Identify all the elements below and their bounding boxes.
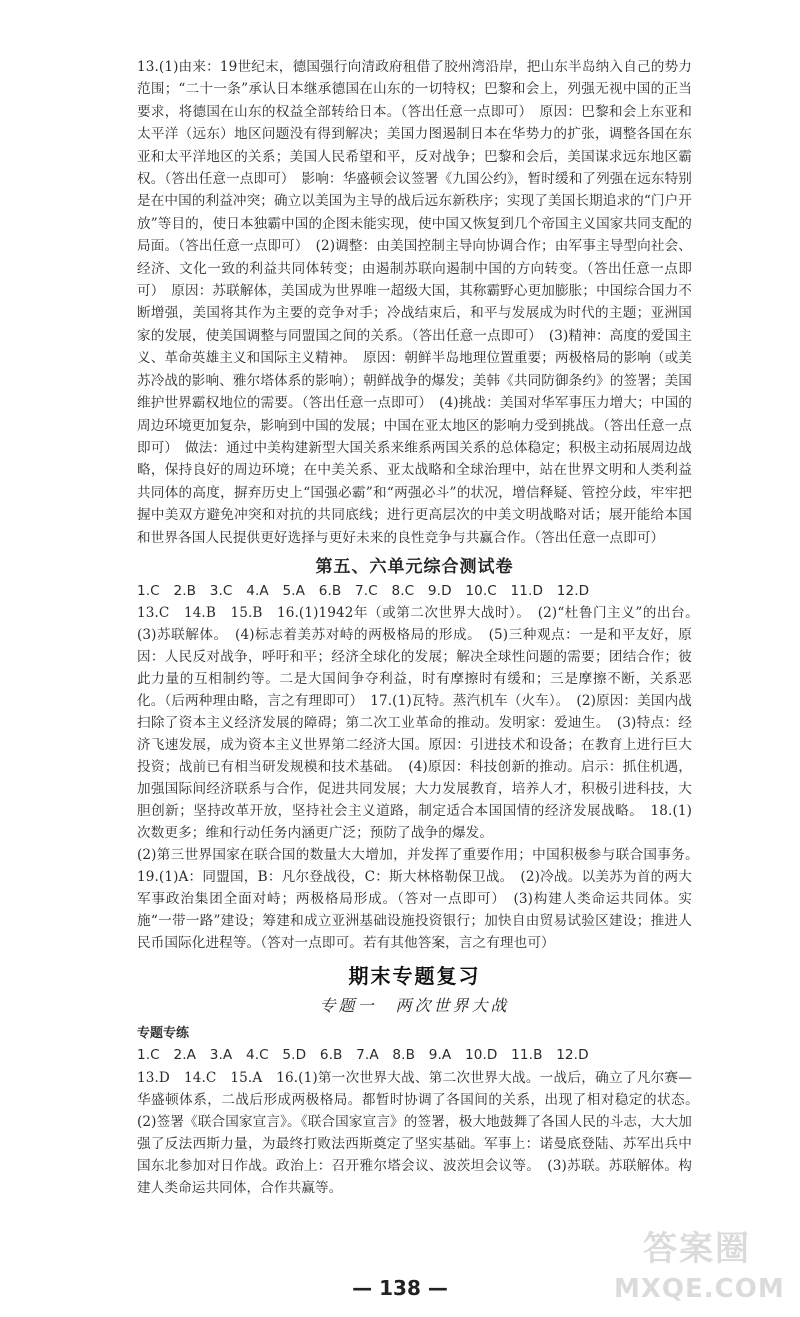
topic-title: 专题一 两次世界大战 bbox=[319, 996, 510, 1016]
unit-test-title: 第五、六单元综合测试卷 bbox=[315, 556, 514, 577]
page-number: — 138 — bbox=[352, 1276, 448, 1300]
watermark-url: MXQE.COM bbox=[614, 1274, 785, 1304]
content-column bbox=[137, 56, 706, 1199]
final-review-title: 期末专题复习 bbox=[348, 964, 481, 989]
topic-answers-body: 13.D 14.C 15.A 16.(1)第一次世界大战、第二次世界大战。一战后，确立了凡尔赛—华盛顿体系，二战后形成两极格局。都暂时协调了各国间的关系，出现了相对稳定的状态。 (2)签署《联合国家宣言》。《联合国家宣言》的签署，极大地鼓舞了各国人民的斗志，大大加强了反法西斯力量，为最终打败法西斯奠定了坚实基础。军事上：诺曼底登陆、苏军出兵中国东北参加对日作战。政治上：召开雅尔塔会议、波茨坦会议等。 (3)苏联。苏联解体。构建人类命运共同体，合作共赢等。 bbox=[137, 1069, 706, 1196]
continued-answer-13: 13.(1)由来：19世纪末，德国强行向清政府租借了胶州湾沿岸，把山东半岛纳入自己的势力范围；“二十一条”承认日本继承德国在山东的一切特权；巴黎和会上，列强无视中国的正当要求，将德国在山东的权益全部转给日本。（答出任意一点即可） 原因：巴黎和会上东亚和太平洋（远东）地区问题没有得到解决；美国力图遏制日本在华势力的扩张，调整各国在东亚和太平洋地区的关系；美国人民希望和平，反对战争；巴黎和会后，美国谋求远东地区霸权。（答出任意一点即可） 影响：华盛顿会议签署《九国公约》，暂时缓和了列强在远东特别是在中国的利益冲突；确立以美国为主导的战后远东新秩序；实现了美国长期追求的“门户开放”等目的，使日本独霸中国的企图未能实现，使中国又恢复到几个帝国主义国家共同支配的局面。（答出任意一点即可） (2)调整：由美国控制主导向协调合作；由军事主导型向社会、经济、文化一致的利益共同体转变；由遏制苏联向遏制中国的方向转变。（答出任意一点即可） 原因：苏联解体，美国成为世界唯一超级大国，其称霸野心更加膨胀；中国综合国力不断增强，美国将其作为主要的竞争对手；冷战结束后，和平与发展成为时代的主题；亚洲国家的发展，使美国调整与同盟国之间的关系。（答出任意一点即可） (3)精神：高度的爱国主义、革命英雄主义和国际主义精神。 原因：朝鲜半岛地理位置重要；两极格局的影响（或美苏冷战的影响、雅尔塔体系的影响）；朝鲜战争的爆发；美韩《共同防御条约》的签署；美国维护世界霸权地位的需要。（答出任意一点即可） (4)挑战：美国对华军事压力增大；中国的周边环境更加复杂，影响到中国的发展；中国在亚太地区的影响力受到挑战。（答出任意一点即可） 做法：通过中美构建新型大国关系来维系两国关系的总体稳定；积极主动拓展周边战略，保持良好的周边环境；在中美关系、亚太战略和全球治理中，站在世界文明和人类利益共同体的高度，摒弃历史上“国强必霸”和“两强必斗”的状况，增信释疑、管控分歧，牢牢把握中美双方避免冲突和对抗的共同底线；进行更高层次的中美文明战略对话；展开能给本国和世界各国人民提供更好选择与更好未来的良性竞争与共赢合作。（答出任意一点即可） bbox=[137, 59, 692, 546]
unit-test-choice-answers: 1.C 2.B 3.C 4.A 5.A 6.B 7.C 8.C 9.D 10.C 11.D 12.D bbox=[137, 582, 590, 599]
practice-label: 专题专练 bbox=[137, 1026, 190, 1042]
topic-choice-answers: 1.C 2.A 3.A 4.C 5.D 6.B 7.A 8.B 9.A 10.D 11.B 12.D bbox=[137, 1047, 589, 1064]
watermark-logo: 答案圈 bbox=[643, 1229, 751, 1269]
unit-test-answers-body-2: (2)第三世界国家在联合国的数量大大增加，并发挥了重要作用；中国积极参与联合国事务。 19.(1)A：同盟国，B：凡尔登战役，C：斯大林格勒保卫战。 (2)冷战。以美苏为首的两大军事政治集团全面对峙；两极格局形成。（答对一点即可） (3)构建人类命运共同体。实施“一带一路”建设；筹建和成立亚洲基础设施投资银行；加快自由贸易试验区建设；推进人民币国际化进程等。（答对一点即可。若有其他答案，言之有理也可） bbox=[137, 847, 706, 952]
watermark bbox=[614, 1226, 784, 1312]
unit-test-answers-body: 13.C 14.B 15.B 16.(1)1942年（或第二次世界大战时）。 (2)“杜鲁门主义”的出台。 (3)苏联解体。 (4)标志着美苏对峙的两极格局的形成。 (5)三种观点：一是和平友好，原因：人民反对战争，呼吁和平；经济全球化的发展；解决全球性问题的需要；团结合作；彼此力量的互相制约等。二是大国间争夺利益，时有摩擦时有缓和；三是摩擦不断，关系恶化。（后两种理由略，言之有理即可） 17.(1)瓦特。蒸汽机车（火车）。 (2)原因：美国内战扫除了资本主义经济发展的障碍；第二次工业革命的推动。发明家：爱迪生。 (3)特点：经济飞速发展，成为资本主义世界第二经济大国。原因：引进技术和设备；在教育上进行巨大投资；战前已有相当研发规模和技术基础。 (4)原因：科技创新的推动。启示：抓住机遇，加强国际间经济联系与合作，促进共同发展；大力发展教育，培养人才，积极引进科技，大胆创新；坚持改革开放，坚持社会主义道路，制定适合本国国情的经济发展战略。 18.(1)次数更多；维和行动任务内涵更广泛；预防了战争的爆发。 bbox=[137, 605, 706, 842]
